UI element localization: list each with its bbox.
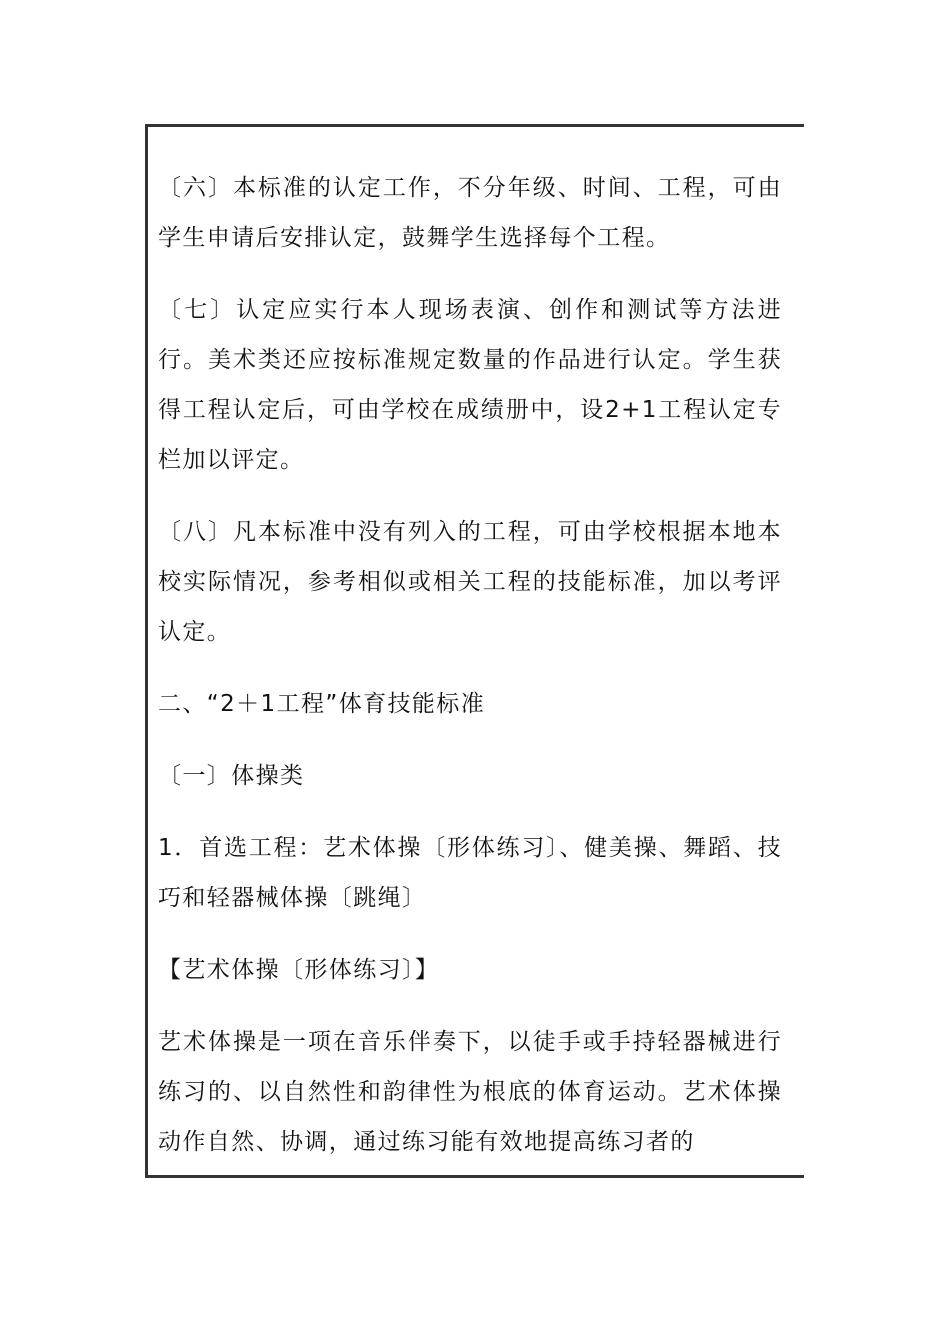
preferred-items-paragraph: 1．首选工程：艺术体操〔形体练习〕、健美操、舞蹈、技巧和轻器械体操〔跳绳〕: [158, 835, 782, 911]
paragraph-item-7: 〔七〕认定应实行本人现场表演、创作和测试等方法进行。美术类还应按标准规定数量的作品进行认定。学生获得工程认定后，可由学校在成绩册中，设2+1工程认定专栏加以评定。: [158, 297, 782, 473]
topic-heading: 【艺术体操〔形体练习〕】: [158, 957, 440, 983]
paragraph-item-8: 〔八〕凡本标准中没有列入的工程，可由学校根据本地本校实际情况，参考相似或相关工程的技能标准，加以考评认定。: [158, 519, 782, 645]
subsection-heading: 〔一〕体操类: [158, 763, 305, 789]
document-body: [158, 163, 782, 1167]
description-paragraph: 艺术体操是一项在音乐伴奏下，以徒手或手持轻器械进行练习的、以自然性和韵律性为根底的体育运动。艺术体操动作自然、协调，通过练习能有效地提高练习者的: [158, 1029, 782, 1155]
paragraph-item-6: 〔六〕本标准的认定工作，不分年级、时间、工程，可由学生申请后安排认定，鼓舞学生选择每个工程。: [158, 175, 782, 251]
section-heading: 二、“2＋1工程”体育技能标准: [158, 691, 486, 717]
